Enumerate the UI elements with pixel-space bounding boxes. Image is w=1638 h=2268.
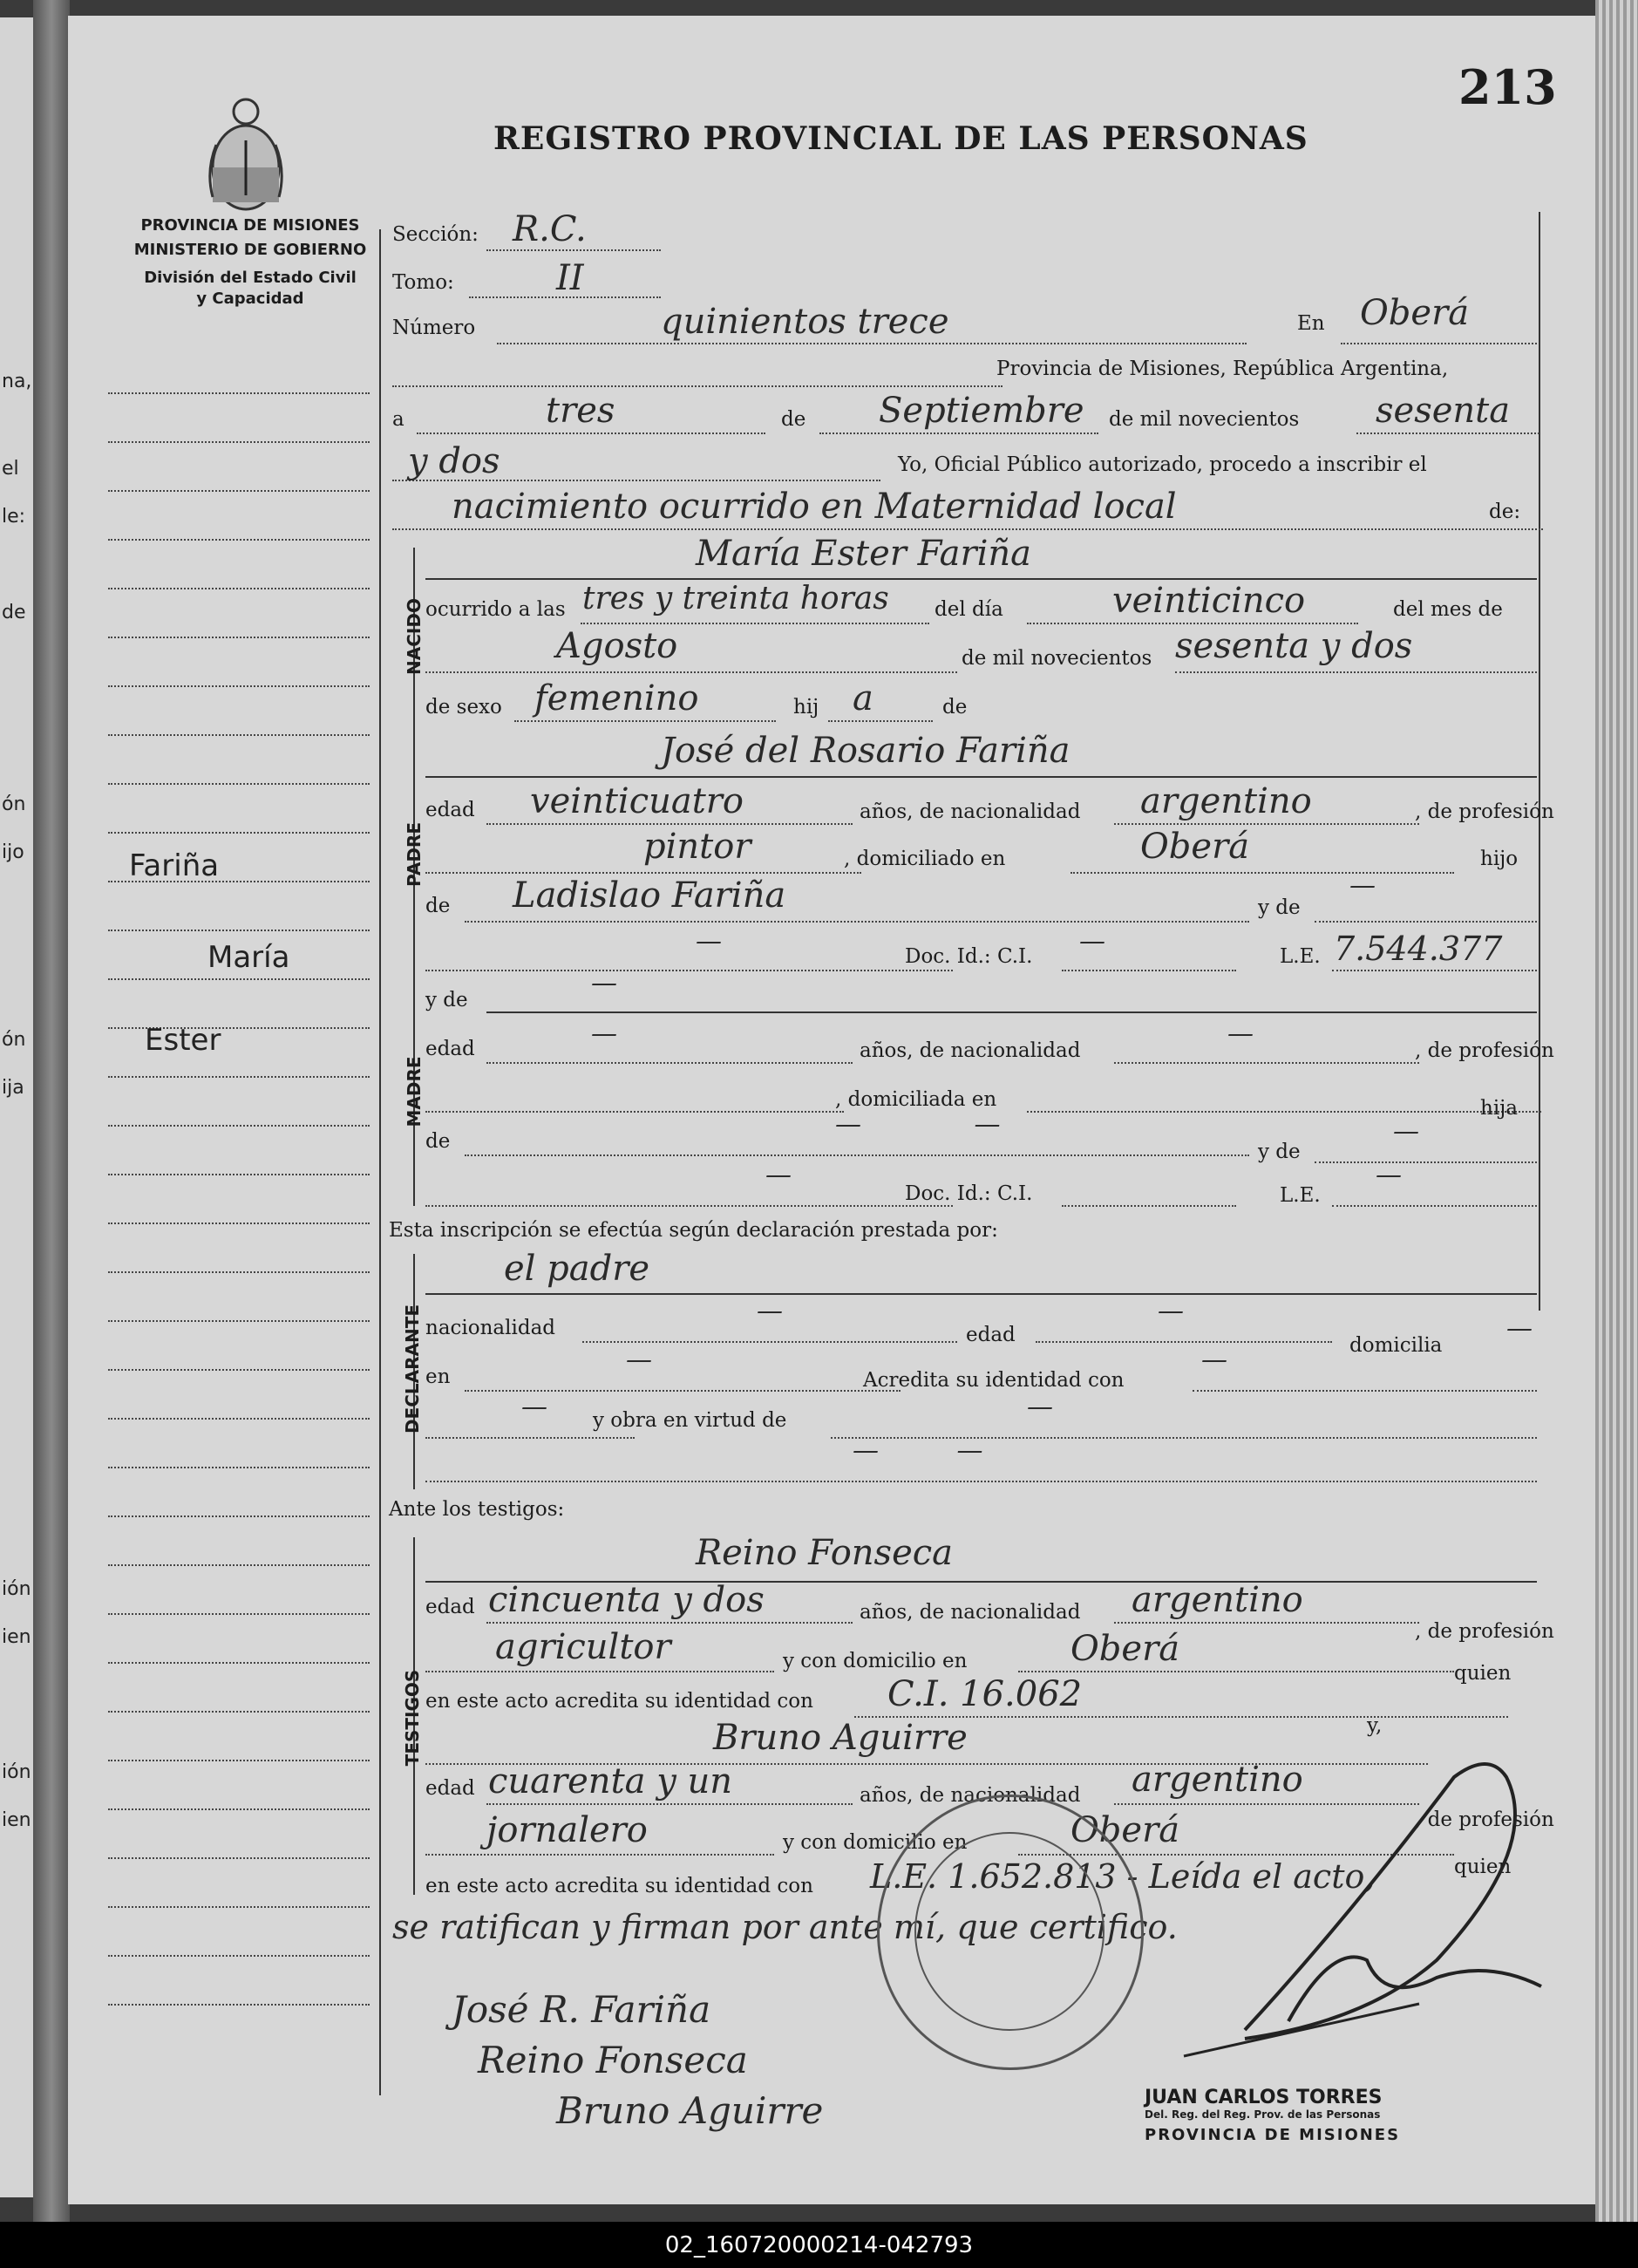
mil-nac-label: de mil novecientos xyxy=(962,647,1152,670)
madre-name-line xyxy=(486,1011,1537,1013)
sliver-word: ijo xyxy=(2,841,24,863)
sliver-word: na, xyxy=(2,371,32,392)
margin-rule-line xyxy=(108,1808,370,1810)
declarante-nac-line xyxy=(582,1341,957,1343)
margin-rule-line xyxy=(108,1467,370,1468)
padre-nac-line xyxy=(1114,823,1419,825)
seal-inner-ring xyxy=(914,1832,1104,2031)
margin-rule-line xyxy=(108,490,370,492)
hecho-line xyxy=(392,528,1543,530)
testigo2-edad-label: edad xyxy=(425,1777,475,1800)
margin-rule-line xyxy=(108,1613,370,1615)
sliver-word: le: xyxy=(2,506,26,528)
seccion-value: R.C. xyxy=(513,209,587,249)
madre-hija-label: hija xyxy=(1480,1097,1519,1120)
margin-rule-line xyxy=(108,783,370,785)
anio-line xyxy=(1356,432,1539,434)
madre-doc-label: Doc. Id.: C.I. xyxy=(905,1182,1033,1205)
declarante-edad-value: — xyxy=(1158,1296,1184,1326)
margin-rule-line xyxy=(108,1711,370,1713)
padre-prof-label: , de profesión xyxy=(1415,800,1554,823)
margin-rule-line xyxy=(108,1076,370,1078)
cierre-text: se ratifican y firman por ante mí, que certifico. xyxy=(392,1908,1178,1946)
mil-label: de mil novecientos xyxy=(1109,408,1300,431)
y-label: y, xyxy=(1367,1714,1383,1737)
madre-prof-label: , de profesión xyxy=(1415,1039,1554,1062)
margin-rule-line xyxy=(108,930,370,931)
signature-father: José R. Fariña xyxy=(452,1988,711,2031)
padre-edad-value: veinticuatro xyxy=(530,781,744,821)
testigo2-edad: cuarenta y un xyxy=(488,1761,733,1801)
madre-mother-line xyxy=(1315,1161,1537,1163)
testigos-tag: TESTIGOS xyxy=(402,1669,423,1767)
madre-yde-label: y de xyxy=(425,989,468,1011)
declarante-name: el padre xyxy=(504,1249,650,1289)
org-line-4: y Capacidad xyxy=(196,289,304,308)
declarante-dom-value: — xyxy=(1506,1313,1533,1344)
margin-rule-line xyxy=(108,1418,370,1420)
margin-rule-line xyxy=(108,1760,370,1761)
hij-de-label: de xyxy=(942,696,968,719)
org-line-2: MINISTERIO DE GOBIERNO xyxy=(133,241,367,259)
testigo1-edad-line xyxy=(486,1622,853,1624)
margin-rule-line xyxy=(108,441,370,443)
padre-ci-line xyxy=(1062,970,1236,971)
declarante-acred-line xyxy=(1193,1390,1537,1392)
a-label: a xyxy=(392,408,404,431)
madre-edad-label: edad xyxy=(425,1038,475,1060)
official-signature xyxy=(1175,1742,1576,2074)
madre-nac-value: — xyxy=(1227,1018,1254,1049)
testigo1-nac-label: años, de nacionalidad xyxy=(860,1601,1081,1624)
margin-rule-line xyxy=(108,392,370,394)
padre-doc-line xyxy=(425,970,953,971)
madre-name-value: — xyxy=(591,968,617,998)
mes-line xyxy=(819,432,1098,434)
numero-label: Número xyxy=(392,317,476,339)
horas-value: tres y treinta horas xyxy=(582,581,889,616)
signature-witness-1: Reino Fonseca xyxy=(478,2039,748,2081)
testigo2-edad-line xyxy=(486,1803,853,1805)
padre-dom-value: Oberá xyxy=(1140,827,1250,867)
margin-rule-line xyxy=(108,1564,370,1566)
padre-name: José del Rosario Fariña xyxy=(661,731,1070,771)
del-mes-label: del mes de xyxy=(1393,598,1503,621)
testigo2-name: Bruno Aguirre xyxy=(713,1718,968,1758)
madre-ci-line xyxy=(1062,1205,1236,1207)
dia-value: tres xyxy=(546,391,615,431)
en-value: Oberá xyxy=(1360,293,1470,333)
testigo2-dom-label: y con domicilio en xyxy=(783,1831,968,1854)
sliver-word: ión xyxy=(2,1761,31,1783)
madre-edad-value: — xyxy=(591,1018,617,1049)
quien-label: quien xyxy=(1454,1662,1512,1685)
tomo-value: II xyxy=(556,258,584,298)
declarante-nac-label: nacionalidad xyxy=(425,1317,556,1339)
previous-page-edge xyxy=(0,17,35,2197)
margin-rule-line xyxy=(108,1662,370,1664)
padre-edad-line xyxy=(486,823,853,825)
testigo1-nac: argentino xyxy=(1132,1580,1303,1620)
margin-rule-line xyxy=(108,685,370,687)
declarante-tag: DECLARANTE xyxy=(402,1304,423,1434)
madre-padres-line xyxy=(465,1154,1249,1156)
padre-mother-value: — xyxy=(1349,870,1376,901)
blank-line xyxy=(392,385,1003,387)
declarante-acred-label: Acredita su identidad con xyxy=(863,1369,1125,1392)
margin-rule-line xyxy=(108,734,370,736)
margin-rule-line xyxy=(108,1857,370,1859)
sliver-word: ión xyxy=(2,1578,31,1600)
official-role: Del. Reg. del Reg. Prov. de las Personas xyxy=(1145,2108,1381,2121)
margin-rule-line xyxy=(108,1906,370,1908)
madre-yde2-label: y de xyxy=(1258,1141,1301,1163)
madre-le-value: — xyxy=(1376,1160,1402,1190)
org-line-3: División del Estado Civil xyxy=(144,269,357,287)
madre-tag: MADRE xyxy=(404,1056,425,1127)
madre-de-label: de xyxy=(425,1130,451,1153)
padre-de-label: de xyxy=(425,895,451,917)
margin-rule-line xyxy=(108,637,370,638)
margin-first-name: María xyxy=(207,940,290,975)
padre-doc-dash: — xyxy=(696,926,722,957)
madre-doc-line xyxy=(425,1205,953,1207)
hij-value: a xyxy=(853,678,873,719)
testigo1-prof-line xyxy=(425,1671,774,1672)
numero-value: quinientos trece xyxy=(661,302,949,342)
madre-prof-line xyxy=(425,1111,844,1113)
padre-prof-value: pintor xyxy=(643,827,751,867)
column-divider xyxy=(379,229,381,2095)
nacido-name: María Ester Fariña xyxy=(696,534,1031,574)
testigo1-edad-label: edad xyxy=(425,1596,475,1618)
testigo1-dom-label: y con domicilio en xyxy=(783,1650,968,1672)
testigo2-prof-label: , de profesión xyxy=(1415,1808,1554,1831)
declarante-extra-line xyxy=(425,1481,1537,1482)
anio-nac-line xyxy=(1175,671,1537,673)
madre-le-line xyxy=(1332,1205,1537,1207)
margin-surname: Fariña xyxy=(129,848,220,883)
en-line xyxy=(1341,343,1537,344)
nacido-tag: NACIDO xyxy=(404,598,425,675)
margin-rule-line xyxy=(108,1174,370,1175)
testigo1-dom: Oberá xyxy=(1070,1629,1180,1669)
margin-rule-line xyxy=(108,832,370,834)
declarante-intro: Esta inscripción se efectúa según declaración prestada por: xyxy=(389,1219,998,1242)
official-name: JUAN CARLOS TORRES xyxy=(1145,2087,1383,2108)
testigo1-prof-label: , de profesión xyxy=(1415,1620,1554,1643)
padre-nac-label: años, de nacionalidad xyxy=(860,800,1081,823)
madre-dom-label: , domiciliada en xyxy=(835,1088,997,1111)
padre-doc-label: Doc. Id.: C.I. xyxy=(905,945,1033,968)
padre-father-value: Ladislao Fariña xyxy=(513,875,786,916)
numero-line xyxy=(497,343,1247,344)
testigo2-doc: L.E. 1.652.813 - Leída el acto, xyxy=(870,1857,1376,1896)
register-page xyxy=(68,16,1595,2204)
testigo2-acred-label: en este acto acredita su identidad con xyxy=(425,1875,813,1897)
margin-rule-line xyxy=(108,588,370,589)
sexo-value: femenino xyxy=(534,678,699,719)
anio-nac-value: sesenta y dos xyxy=(1175,626,1413,666)
mes-value: Septiembre xyxy=(879,391,1084,431)
testigo1-name: Reino Fonseca xyxy=(696,1533,953,1573)
declarante-name-line xyxy=(425,1293,1537,1295)
signature-witness-2: Bruno Aguirre xyxy=(556,2089,824,2132)
margin-rule-line xyxy=(108,1271,370,1273)
dia-nac-line xyxy=(1027,623,1358,624)
testigo1-prof: agricultor xyxy=(495,1627,671,1667)
declarante-pre-value: — xyxy=(521,1392,547,1422)
declarante-edad-line xyxy=(1036,1341,1332,1343)
sliver-word: el xyxy=(2,458,19,480)
yo-text: Yo, Oficial Público autorizado, procedo a inscribir el xyxy=(898,453,1427,476)
testigo1-doc: C.I. 16.062 xyxy=(887,1674,1083,1714)
padre-le-line xyxy=(1332,970,1537,971)
madre-mother-value: — xyxy=(1393,1116,1419,1147)
margin-rule-line xyxy=(108,1223,370,1224)
official-province: PROVINCIA DE MISIONES xyxy=(1145,2126,1401,2144)
de-colon: de: xyxy=(1489,501,1521,523)
sliver-word: de xyxy=(2,602,26,623)
madre-dom-line xyxy=(1027,1111,1541,1113)
padre-yde-label: y de xyxy=(1258,896,1301,919)
padre-mother-line xyxy=(1315,921,1537,923)
declarante-en-value: — xyxy=(626,1345,652,1375)
padre-dom-label: , domiciliado en xyxy=(844,848,1006,870)
anio-value: sesenta xyxy=(1376,391,1511,431)
seccion-label: Sección: xyxy=(392,223,479,246)
declarante-dom-label: domicilia xyxy=(1349,1334,1443,1357)
madre-le-label: L.E. xyxy=(1280,1184,1321,1207)
file-id-bar xyxy=(0,2222,1638,2268)
margin-rule-line xyxy=(108,1320,370,1322)
padre-name-line xyxy=(425,776,1537,778)
madre-nac-line xyxy=(1114,1062,1419,1064)
padre-le-value: 7.544.377 xyxy=(1334,930,1503,968)
org-line-1: PROVINCIA DE MISIONES xyxy=(140,216,360,235)
testigo2-dom: Oberá xyxy=(1070,1810,1180,1850)
dia-nac-value: veinticinco xyxy=(1112,581,1306,621)
horas-line xyxy=(581,623,929,624)
sexo-label: de sexo xyxy=(425,696,502,719)
padre-ci-value: — xyxy=(1079,926,1105,957)
margin-rule-line xyxy=(108,1125,370,1127)
declarante-edad-label: edad xyxy=(966,1324,1016,1346)
declarante-en-label: en xyxy=(425,1366,451,1388)
margin-rule-line xyxy=(108,1515,370,1517)
testigo1-acred-label: en este acto acredita su identidad con xyxy=(425,1690,813,1713)
tomo-label: Tomo: xyxy=(392,271,454,294)
testigo1-edad: cincuenta y dos xyxy=(488,1580,765,1620)
padre-prof-line xyxy=(425,872,861,874)
document-title: REGISTRO PROVINCIAL DE LAS PERSONAS xyxy=(493,120,1308,157)
sliver-word: ien xyxy=(2,1626,31,1648)
file-id: 02_160720000214-042793 xyxy=(664,2231,974,2258)
declarante-virtud-value: — xyxy=(1027,1392,1053,1422)
declarante-virtud-label: y obra en virtud de xyxy=(593,1409,787,1432)
madre-doc-dash: — xyxy=(765,1160,792,1190)
dia-line xyxy=(417,432,765,434)
padre-nac-value: argentino xyxy=(1140,781,1312,821)
nacido-name-line xyxy=(425,578,1537,580)
de-label: de xyxy=(781,408,806,431)
declarante-pre-line xyxy=(425,1437,635,1439)
margin-rule-line xyxy=(108,2004,370,2006)
sliver-word: ija xyxy=(2,1077,24,1099)
padre-le-label: L.E. xyxy=(1280,945,1321,968)
testigo2-prof-line xyxy=(425,1854,774,1856)
padre-padres-line xyxy=(465,921,1249,923)
sliver-word: ón xyxy=(2,1029,26,1051)
padre-dom-line xyxy=(1070,872,1454,874)
testigo1-dom-line xyxy=(1018,1671,1454,1672)
padre-tag: PADRE xyxy=(404,822,425,887)
quien2-label: quien xyxy=(1454,1856,1512,1878)
testigos-intro: Ante los testigos: xyxy=(389,1498,565,1521)
madre-nac-label: años, de nacionalidad xyxy=(860,1039,1081,1062)
coat-of-arms-icon xyxy=(201,92,291,221)
official-seal-stamp xyxy=(877,1795,1144,2070)
margin-rule-line xyxy=(108,1369,370,1371)
testigo1-nac-line xyxy=(1114,1622,1419,1624)
madre-edad-line xyxy=(486,1062,853,1064)
declarante-extra-value: — — xyxy=(853,1435,1018,1466)
mes-nac-line xyxy=(425,671,957,673)
margin-second-name: Ester xyxy=(145,1023,221,1058)
padre-edad-label: edad xyxy=(425,799,475,821)
testigo2-nac: argentino xyxy=(1132,1760,1303,1800)
anio-value-2: y dos xyxy=(408,441,500,481)
sliver-word: ien xyxy=(2,1809,31,1831)
provincia-text: Provincia de Misiones, República Argentina, xyxy=(996,358,1449,380)
declarante-acred-value: — xyxy=(1201,1345,1227,1375)
padre-hijo-label: hijo xyxy=(1480,848,1519,870)
testigo2-nac-label: años, de nacionalidad xyxy=(860,1784,1081,1807)
seccion-line xyxy=(486,249,661,251)
page-stack-edge xyxy=(1595,0,1638,2222)
margin-rule-line xyxy=(108,539,370,541)
sliver-word: ón xyxy=(2,793,26,815)
right-border xyxy=(1539,212,1540,1311)
hij-line xyxy=(828,720,933,722)
declarante-nac-value: — xyxy=(757,1296,783,1326)
testigo2-prof: jornalero xyxy=(486,1810,648,1850)
mes-nac-value: Agosto xyxy=(556,626,678,666)
madre-father-value: — — xyxy=(835,1109,1053,1140)
sexo-line xyxy=(514,720,776,722)
book-spine xyxy=(33,0,70,2222)
hij-label: hij xyxy=(793,696,819,719)
del-dia-label: del día xyxy=(935,598,1003,621)
margin-rule-line xyxy=(108,978,370,980)
hecho-value: nacimiento ocurrido en Maternidad local xyxy=(452,487,1177,527)
ocurrido-label: ocurrido a las xyxy=(425,598,566,621)
page-number: 213 xyxy=(1458,59,1557,115)
margin-rule-line xyxy=(108,1955,370,1957)
en-label: En xyxy=(1297,312,1325,335)
